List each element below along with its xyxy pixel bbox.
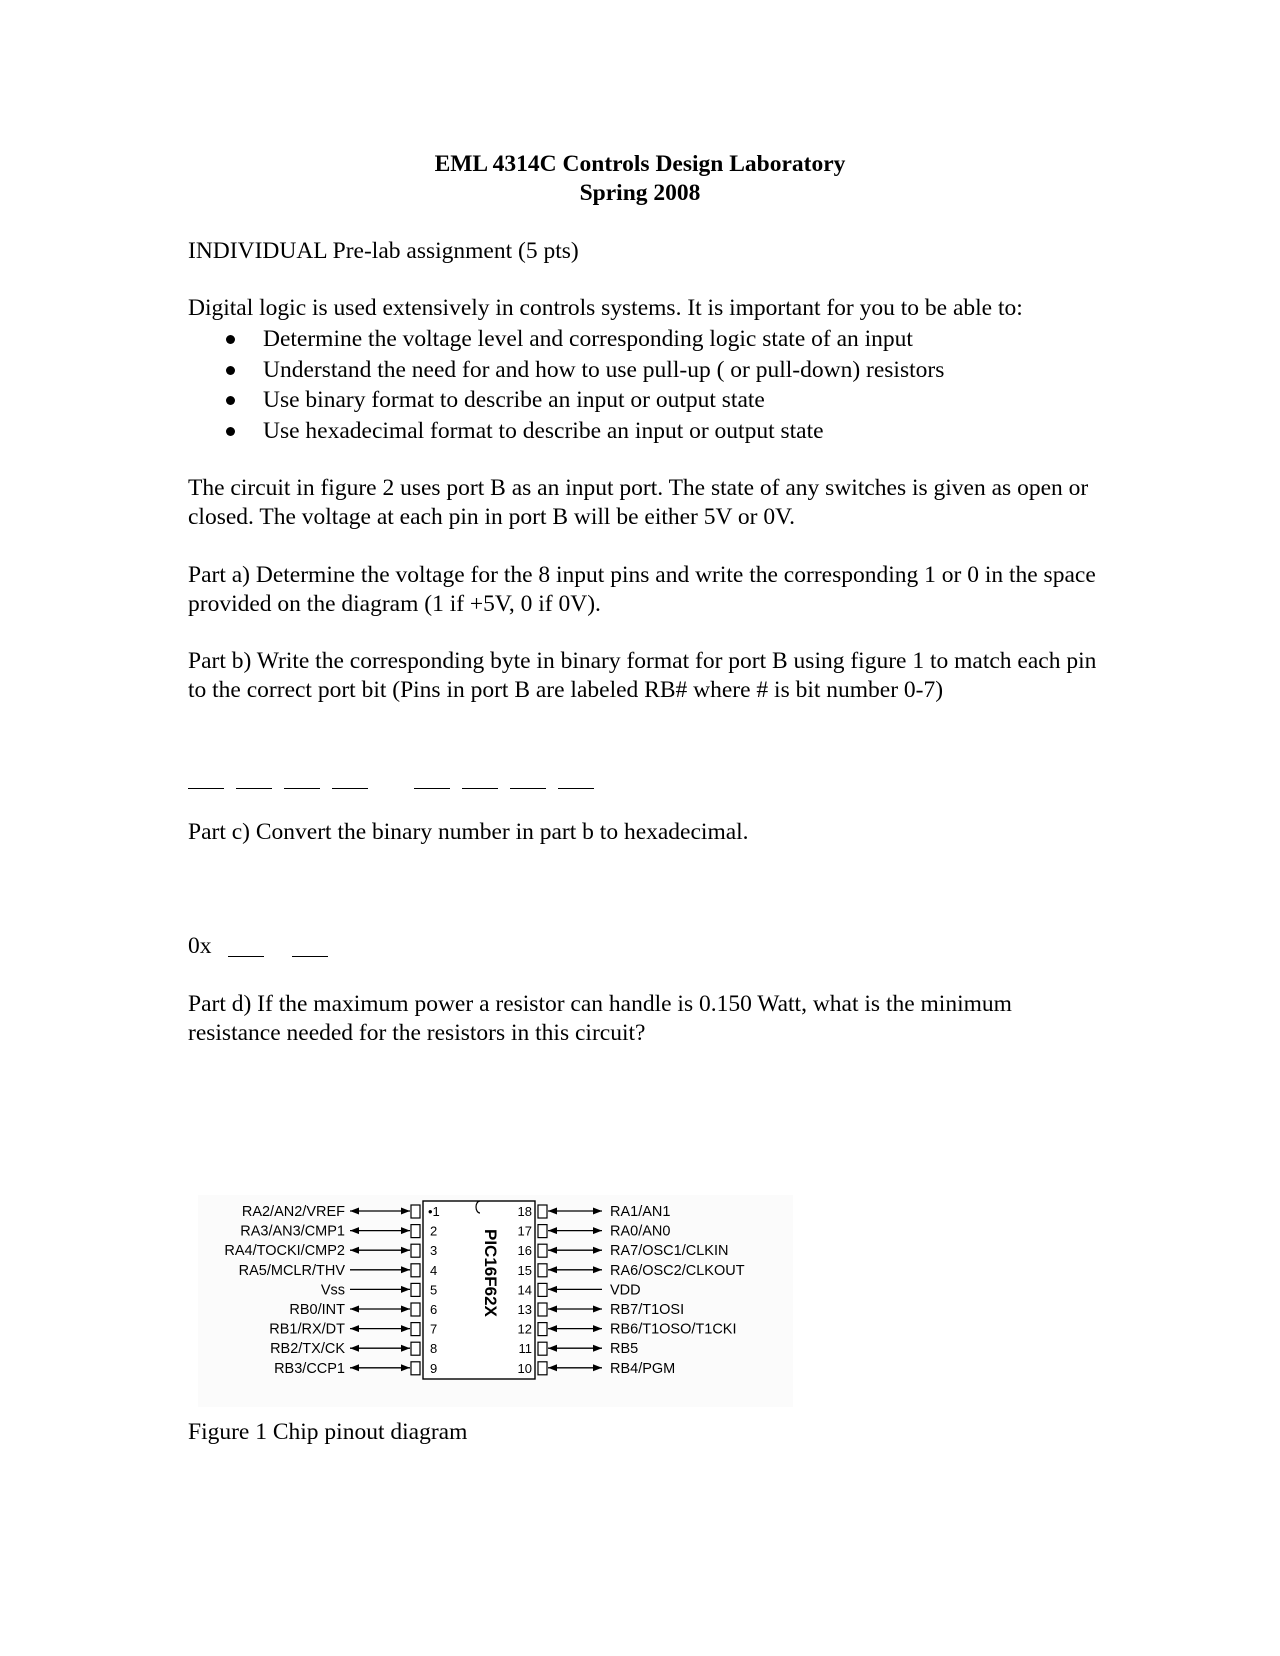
- pin-label-right: RA6/OSC2/CLKOUT: [610, 1262, 745, 1279]
- arrow-right-icon: [401, 1227, 410, 1234]
- arrow-right-icon: [593, 1227, 602, 1234]
- pin-box: [411, 1264, 420, 1277]
- arrow-left-icon: [350, 1208, 359, 1215]
- list-item: Understand the need for and how to use pull-up ( or pull-down) resistors: [188, 355, 944, 386]
- term: Spring 2008: [579, 180, 701, 206]
- part-d: Part d) If the maximum power a resistor can handle is 0.150 Watt, what is the minimum resistance needed for the resistors in this circuit?: [188, 991, 1012, 1046]
- pin-label-left: RB1/RX/DT: [269, 1321, 345, 1338]
- arrow-right-icon: [401, 1306, 410, 1313]
- pin-box: [411, 1283, 420, 1296]
- pin-box: [538, 1264, 547, 1277]
- pin-number: 7: [430, 1321, 438, 1337]
- bullet-icon: [226, 366, 235, 375]
- arrow-right-icon: [401, 1286, 410, 1293]
- arrow-left-icon: [548, 1266, 557, 1273]
- arrow-left-icon: [548, 1364, 557, 1371]
- pin-box: [538, 1283, 547, 1296]
- pin-box: [411, 1205, 420, 1218]
- arrow-left-icon: [548, 1247, 557, 1254]
- arrow-left-icon: [350, 1325, 359, 1332]
- figure-caption: Figure 1 Chip pinout diagram: [188, 1419, 468, 1445]
- pin-label-right: RA1/AN1: [610, 1204, 671, 1220]
- pin-number: 2: [430, 1223, 438, 1239]
- pin-label-left: RA4/TOCKI/CMP2: [224, 1243, 345, 1260]
- arrow-left-icon: [548, 1325, 557, 1332]
- pin-box: [411, 1303, 420, 1316]
- pin-label-left: RA5/MCLR/THV: [238, 1262, 345, 1279]
- pin-number: 6: [430, 1302, 438, 1317]
- pin-number: 8: [430, 1341, 438, 1357]
- pin-box: [411, 1342, 420, 1355]
- arrow-right-icon: [401, 1266, 410, 1273]
- pin-box: [538, 1362, 547, 1375]
- pin-label-right: RB4/PGM: [610, 1360, 676, 1377]
- pin-box: [411, 1323, 420, 1336]
- arrow-left-icon: [548, 1345, 557, 1352]
- arrow-right-icon: [401, 1247, 410, 1254]
- pin-box: [538, 1342, 547, 1355]
- arrow-right-icon: [401, 1208, 410, 1215]
- course-title: EML 4314C Controls Design Laboratory: [434, 151, 846, 177]
- pin-number: 12: [517, 1321, 532, 1337]
- pin-label-right: RB6/T1OSO/T1CKI: [610, 1321, 737, 1338]
- pin-label-left: RA3/AN3/CMP1: [240, 1223, 345, 1240]
- list-item: Use binary format to describe an input or output state: [188, 385, 944, 416]
- pin-number: 15: [517, 1262, 532, 1278]
- pin-number: 9: [430, 1360, 438, 1376]
- list-item: Determine the voltage level and corresponding logic state of an input: [188, 324, 944, 355]
- pin-label-left: RB3/CCP1: [274, 1360, 345, 1377]
- arrow-right-icon: [593, 1208, 602, 1215]
- pin-label-right: RA0/AN0: [610, 1223, 671, 1240]
- circuit-description: The circuit in figure 2 uses port B as an input port. The state of any switches is given as open or closed. The voltage at each pin in port B will be either 5V or 0V.: [188, 475, 1089, 530]
- list-item: Use hexadecimal format to describe an input or output state: [188, 416, 944, 447]
- pin-label-left: Vss: [320, 1282, 345, 1299]
- bullet-icon: [226, 335, 235, 344]
- pin-box: [411, 1225, 420, 1238]
- bullet-icon: [226, 396, 235, 405]
- arrow-left-icon: [350, 1364, 359, 1371]
- pin-number: 5: [430, 1282, 438, 1298]
- arrow-left-icon: [350, 1345, 359, 1352]
- pin-label-right: RB5: [610, 1341, 639, 1358]
- bullet-icon: [226, 427, 235, 436]
- objectives-list: [188, 324, 944, 446]
- chip-pinout-diagram: [198, 1195, 793, 1407]
- arrow-left-icon: [548, 1286, 557, 1293]
- pin-number: 14: [517, 1282, 532, 1298]
- assignment-title: INDIVIDUAL Pre-lab assignment (5 pts): [188, 238, 579, 264]
- pin-box: [538, 1225, 547, 1238]
- chip-pinout-figure: [198, 1195, 793, 1407]
- pin-box: [538, 1205, 547, 1218]
- part-b: Part b) Write the corresponding byte in binary format for port B using figure 1 to match each pin to the correct port bit (Pins in port B are labeled RB# where # is bit number 0-7): [188, 648, 1097, 703]
- arrow-right-icon: [401, 1364, 410, 1371]
- hex-answer: [188, 932, 212, 961]
- pin-label-right: RA7/OSC1/CLKIN: [610, 1243, 729, 1260]
- pin-number: 16: [517, 1243, 532, 1259]
- pin-number: 11: [518, 1341, 532, 1357]
- arrow-left-icon: [350, 1247, 359, 1254]
- pin-label-left: RB2/TX/CK: [270, 1341, 345, 1358]
- pin-label-right: VDD: [610, 1282, 641, 1299]
- pin-label-right: RB7/T1OSI: [610, 1302, 685, 1318]
- part-a: Part a) Determine the voltage for the 8 input pins and write the corresponding 1 or 0 in the space provided on the diagram (1 if +5V, 0 if 0V).: [188, 562, 1096, 617]
- arrow-right-icon: [593, 1247, 602, 1254]
- pin-box: [538, 1323, 547, 1336]
- arrow-right-icon: [593, 1306, 602, 1313]
- pin-number: •1: [428, 1204, 440, 1219]
- pin-box: [411, 1362, 420, 1375]
- arrow-left-icon: [350, 1306, 359, 1313]
- pin-number: 10: [517, 1360, 532, 1376]
- arrow-left-icon: [548, 1227, 557, 1234]
- pin-label-left: RB0/INT: [289, 1302, 345, 1318]
- arrow-left-icon: [548, 1306, 557, 1313]
- arrow-left-icon: [350, 1227, 359, 1234]
- part-c: Part c) Convert the binary number in part b to hexadecimal.: [188, 819, 749, 845]
- pin-number: 3: [430, 1243, 438, 1259]
- pin-number: 17: [517, 1223, 532, 1239]
- pin-label-left: RA2/AN2/VREF: [241, 1204, 345, 1220]
- pin-box: [538, 1303, 547, 1316]
- arrow-right-icon: [593, 1345, 602, 1352]
- arrow-right-icon: [593, 1325, 602, 1332]
- arrow-right-icon: [593, 1364, 602, 1371]
- arrow-right-icon: [593, 1266, 602, 1273]
- arrow-right-icon: [401, 1325, 410, 1332]
- pin-number: 13: [517, 1302, 532, 1317]
- pin-box: [538, 1244, 547, 1257]
- pin-box: [411, 1244, 420, 1257]
- arrow-right-icon: [401, 1345, 410, 1352]
- pin-number: 4: [430, 1262, 438, 1278]
- chip-name-label: PIC16F62X: [481, 1229, 500, 1317]
- intro-text: Digital logic is used extensively in controls systems. It is important for you to be able to:: [188, 295, 1023, 321]
- pin-number: 18: [517, 1204, 532, 1219]
- hex-prefix: 0x: [188, 933, 212, 959]
- arrow-left-icon: [548, 1208, 557, 1215]
